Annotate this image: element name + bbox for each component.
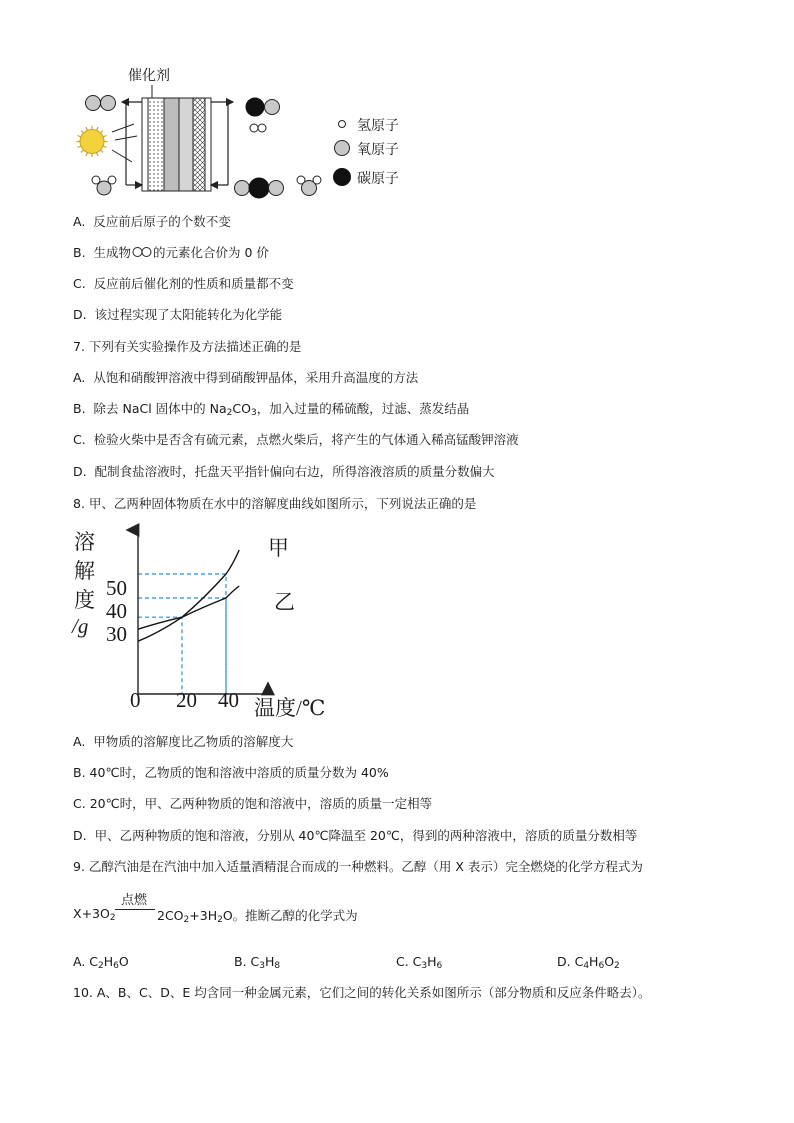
chart-guide-line-0 [138, 617, 182, 694]
q9-option-b: B. $C_3H_8$ [234, 954, 281, 971]
legend-hydrogen-label: 氢原子 [357, 118, 399, 134]
chart-xtick-40: 40 [218, 688, 239, 712]
legend-carbon-label: 碳原子 [357, 171, 399, 187]
legend-oxygen-label: 氧原子 [357, 142, 399, 158]
chart-ytick-40: 40 [106, 599, 127, 623]
q9-option-d: D. $C_4H_6O_2$ [557, 954, 620, 971]
legend-oxygen-symbol [335, 141, 350, 156]
legend-carbon-symbol [333, 168, 351, 186]
q7-option-b: B. 除去 NaCl 固体中的 $Na_2CO_3$，加入过量的稀硫酸，过滤、蒸发结晶 [73, 401, 470, 418]
chart-ylabel-1: 溶 [74, 530, 95, 554]
chart-series-label-jia: 甲 [268, 536, 289, 560]
chart-ylabel-3: 度 [74, 588, 95, 612]
chart-ytick-30: 30 [106, 622, 127, 646]
eq-right: $2CO_2+3H_2O$。推断乙醇的化学式为 [157, 908, 358, 925]
q9-option-c: C. $C_3H_6$ [396, 954, 443, 971]
chart-guide-line-2 [138, 574, 226, 694]
oxygen-molecule [86, 96, 116, 111]
q8-option-a: A. 甲物质的溶解度比乙物质的溶解度大 [73, 734, 294, 749]
chart-xlabel: 温度/℃ [254, 696, 326, 720]
q8-option-b: B. 40℃时，乙物质的饱和溶液中溶质的质量分数为 40% [73, 765, 389, 780]
chart-curve-yi [138, 586, 239, 629]
chart-ytick-50: 50 [106, 576, 127, 600]
q7-stem: 7. 下列有关实验操作及方法描述正确的是 [73, 339, 302, 354]
water-molecule [92, 176, 116, 195]
catalyst-diagram [60, 60, 420, 210]
q6-option-a: A. 反应前后原子的个数不变 [73, 214, 231, 229]
q8-option-c: C. 20℃时，甲、乙两种物质的饱和溶液中，溶质的质量一定相等 [73, 796, 433, 811]
q9-option-a: A. $C_2H_6O$ [73, 954, 129, 971]
eq-left: $X+3O_2$ [73, 906, 116, 923]
q8-stem: 8. 甲、乙两种固体物质在水中的溶解度曲线如图所示，下列说法正确的是 [73, 496, 477, 511]
co2-molecule [235, 178, 284, 198]
q6-option-c: C. 反应前后催化剂的性质和质量都不变 [73, 276, 294, 291]
eq-condition: 点燃 [121, 893, 148, 908]
chart-xtick-0: 0 [130, 688, 141, 712]
q9-stem: 9. 乙醇汽油是在汽油中加入适量酒精混合而成的一种燃料。乙醇（用 X 表示）完全燃烧的化学方程式为 [73, 859, 643, 874]
solubility-chart [68, 522, 348, 722]
q6-option-d: D. 该过程实现了太阳能转化为化学能 [73, 307, 283, 322]
q7-option-a: A. 从饱和硝酸钾溶液中得到硝酸钾晶体，采用升高温度的方法 [73, 370, 419, 385]
q8-option-d: D. 甲、乙两种物质的饱和溶液，分别从 40℃降温至 20℃，得到的两种溶液中，溶质的质量分数相等 [73, 828, 638, 843]
q7-option-d: D. 配制食盐溶液时，托盘天平指针偏向右边，所得溶液溶质的质量分数偏大 [73, 464, 495, 479]
co-molecule [246, 98, 280, 116]
water-molecule-right [297, 176, 321, 196]
sun-icon [77, 126, 108, 157]
eq-bar [115, 909, 155, 910]
chart-ylabel-4: /g [72, 614, 89, 638]
chart-series-label-yi: 乙 [274, 590, 295, 614]
chart-curve-jia [138, 550, 239, 641]
legend-hydrogen-symbol [339, 121, 346, 128]
q7-option-c: C. 检验火柴中是否含有硫元素，点燃火柴后，将产生的气体通入稀高锰酸钾溶液 [73, 432, 519, 447]
catalyst-label: 催化剂 [128, 68, 170, 84]
hydrogen-molecule-icon [132, 246, 152, 258]
hydrogen-molecule [250, 124, 266, 132]
chart-ylabel-2: 解 [74, 559, 95, 583]
q6-option-b: B. 生成物 的元素化合价为 0 价 [73, 245, 269, 260]
chart-xtick-20: 20 [176, 688, 197, 712]
q10-stem: 10. A、B、C、D、E 均含同一种金属元素，它们之间的转化关系如图所示（部分物质和反应条件略去）。 [73, 985, 651, 1000]
